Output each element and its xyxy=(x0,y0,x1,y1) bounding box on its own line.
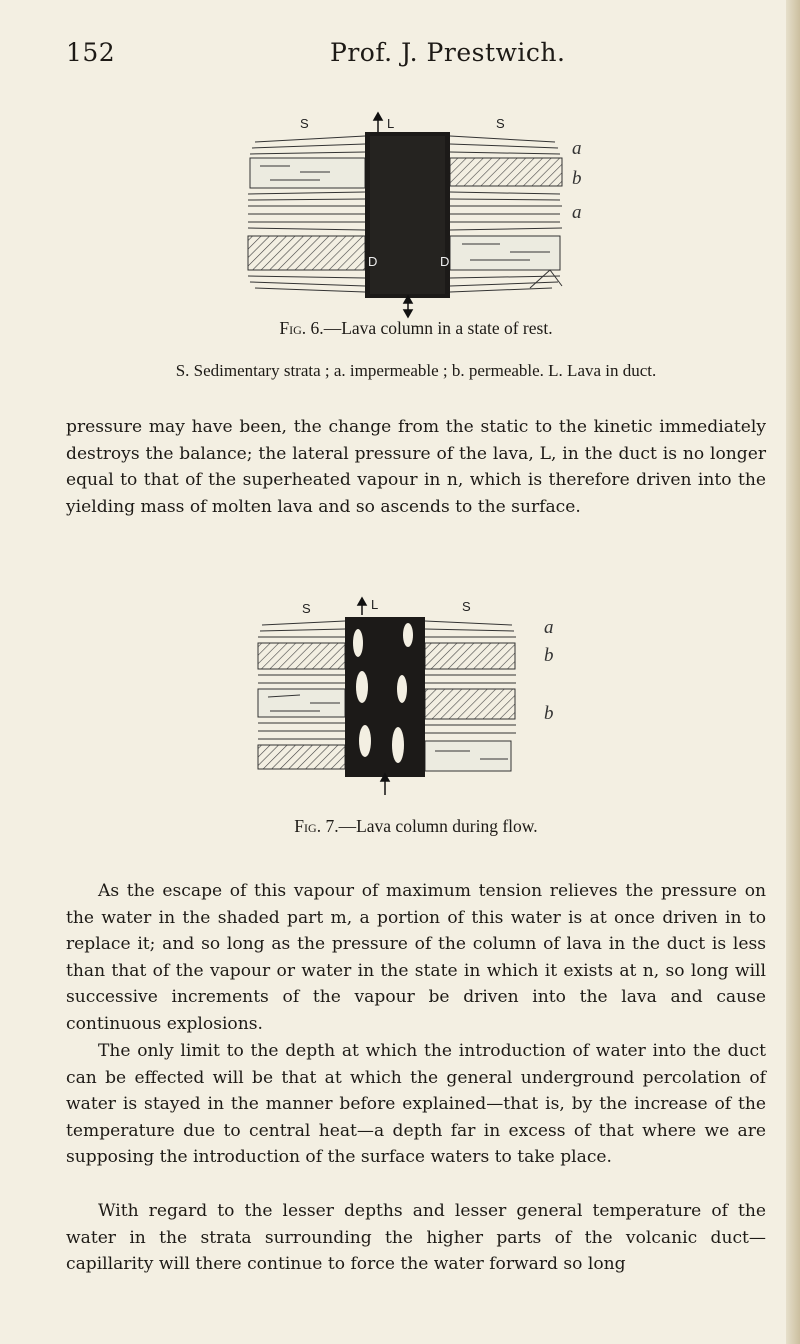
label-l-7: L xyxy=(371,597,379,612)
figure-6 xyxy=(200,110,620,320)
label-s-right-7: S xyxy=(462,599,471,614)
page-number: 152 xyxy=(66,38,116,67)
right-strata-7 xyxy=(425,621,516,771)
figure-7-caption-text: —Lava column during flow. xyxy=(338,816,538,836)
running-head: Prof. J. Prestwich. xyxy=(330,38,566,67)
label-d-left: D xyxy=(368,254,378,269)
label-a-top: a xyxy=(572,138,582,159)
label-a-bottom: a xyxy=(572,202,582,223)
figure-7 xyxy=(250,595,580,805)
paragraph-2: As the escape of this vapour of maximum tension relieves the pressure on the water in the shaded part m, a portion of this water is at once driven in to replace it; and so long as the pressure of the column of lava in the duct is less than that of the vapour or water in the state in which it exists at n, so long will successive increments of the vapour be driven into the lava and cause continuous explosions. xyxy=(66,881,766,1034)
figure-6-caption-text: —Lava column in a state of rest. xyxy=(323,318,553,338)
label-s-left-7: S xyxy=(302,601,311,616)
figure-6-caption xyxy=(66,318,766,339)
figure-6-diagram xyxy=(200,110,620,320)
figure-6-caption-prefix: Fig. 6. xyxy=(279,318,324,338)
figure-7-caption-prefix: Fig. 7. xyxy=(294,816,339,836)
paragraph-1: pressure may have been, the change from the static to the kinetic immediately destroys the balance; the lateral pressure of the lava, L, in the duct is no longer equal to that of the superheated vapour in n, which is therefore driven into the yielding mass of molten lava and so ascends to the surface. xyxy=(66,417,766,517)
figure-7-caption xyxy=(66,816,766,837)
left-strata xyxy=(248,136,365,292)
label-b: b xyxy=(572,168,582,189)
label-b-top-7: b xyxy=(544,645,554,666)
label-s-right: S xyxy=(496,116,505,131)
label-l: L xyxy=(387,116,395,131)
paragraph-4: With regard to the lesser depths and lesser general temperature of the water in the strata surrounding the higher parts of the volcanic duct—capillarity will there continue to force the water forward so long xyxy=(66,1201,766,1275)
label-d-right: D xyxy=(440,254,450,269)
label-s-left: S xyxy=(300,116,309,131)
figure-6-legend: S. Sedimentary strata ; a. impermeable ; b. permeable. L. Lava in duct. xyxy=(175,361,657,380)
left-strata-7 xyxy=(258,621,345,769)
paragraph-3: The only limit to the depth at which the introduction of water into the duct can be effected will be that at which the general underground percolation of water is stayed in the manner before explained—that is, by the increase of the temperature due to central heat—a depth far in excess of that where we are supposing the introduction of the surface waters to take place. xyxy=(66,1041,766,1168)
right-strata xyxy=(450,136,562,292)
page-edge xyxy=(786,0,800,1344)
label-b-bottom-7: b xyxy=(544,703,554,724)
label-a-7: a xyxy=(544,617,554,638)
figure-7-diagram xyxy=(250,595,580,805)
page-header xyxy=(66,38,766,78)
